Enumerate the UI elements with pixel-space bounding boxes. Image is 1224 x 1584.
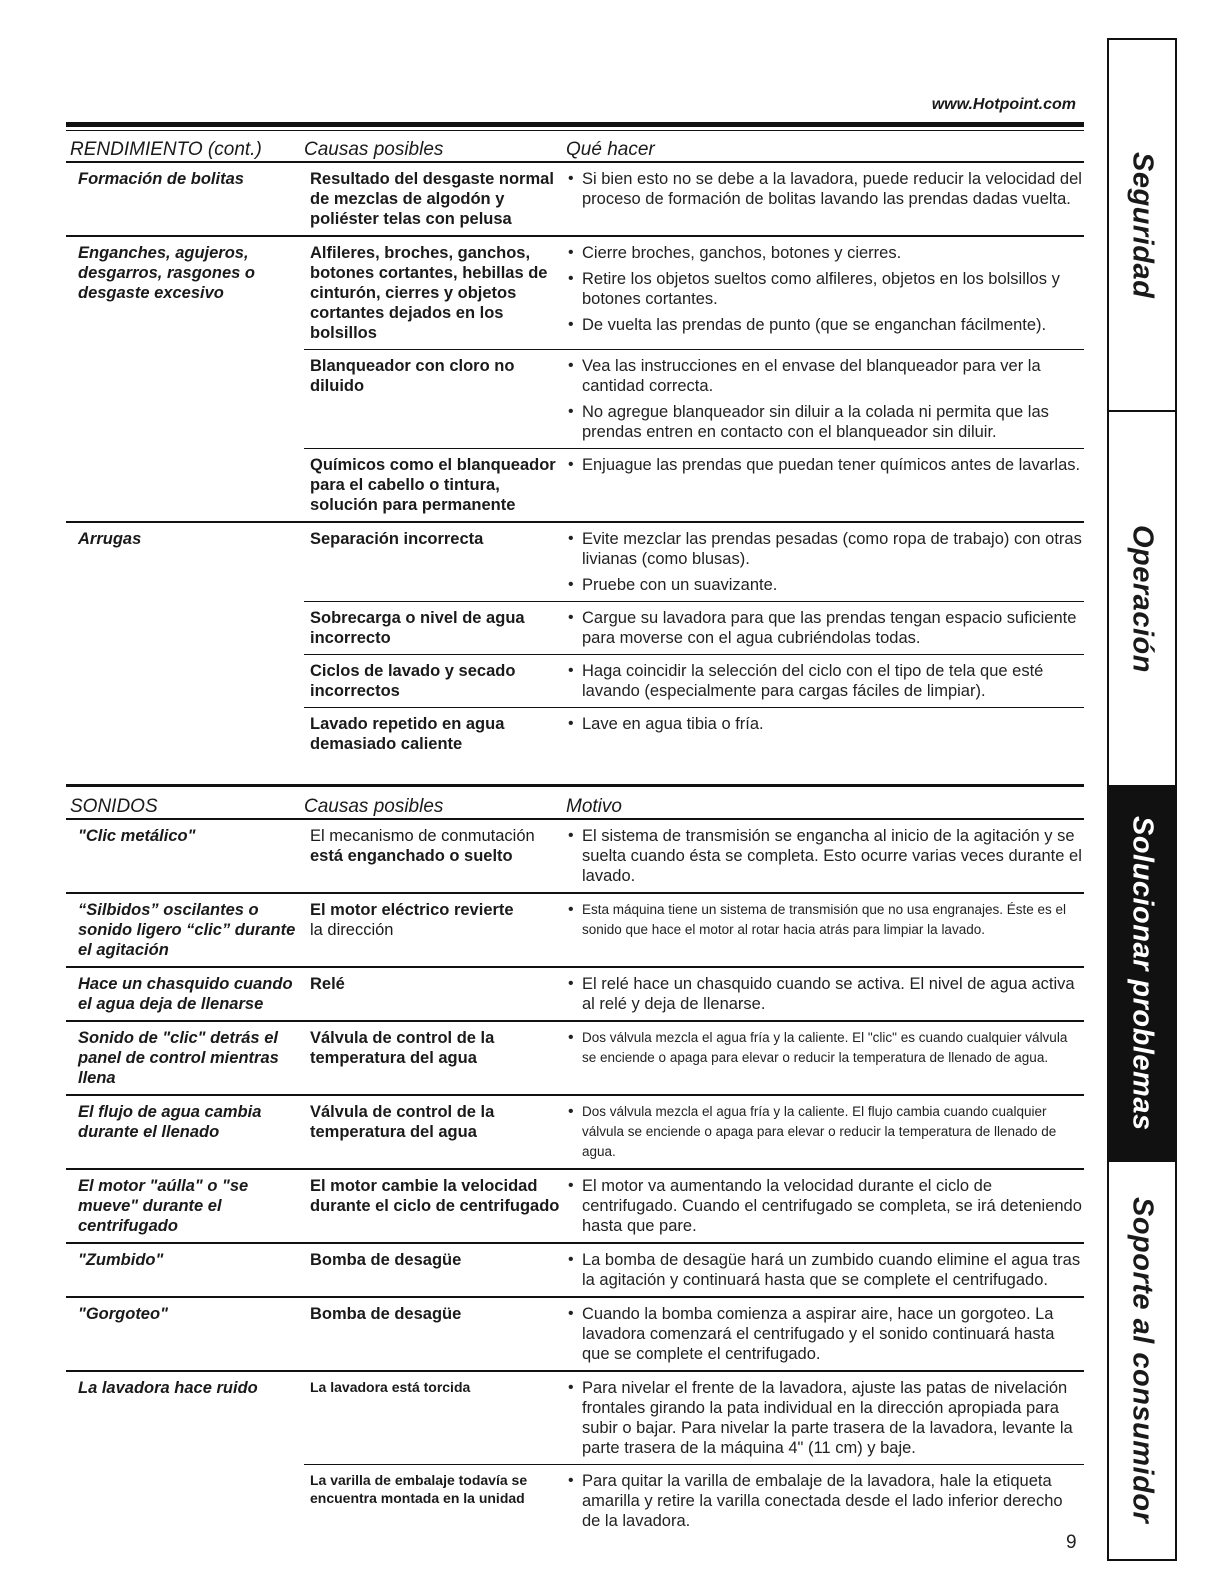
solution-bullet: • Cuando la bomba comienza a aspirar aire, hace un gorgoteo. La lavadora comenzará el centrifugado y el sonido continuará hasta que se complete el centrifugado. (566, 1304, 1084, 1364)
solution-bullet: • Evite mezclar las prendas pesadas (como ropa de trabajo) con otras livianas (como blusas). (566, 529, 1084, 569)
solution-bullet: • Pruebe con un suavizante. (566, 575, 1084, 595)
tab-solucionar-problemas[interactable] (1109, 787, 1175, 1162)
cause-text (304, 820, 566, 892)
cause-text: Válvula de control de la temperatura del agua (310, 1103, 495, 1141)
problem-group (66, 1096, 1084, 1170)
cause-row (304, 968, 1084, 1020)
cause-row (304, 894, 1084, 946)
solution-bullet: • Retire los objetos sueltos como alfileres, objetos en los bolsillos y botones cortantes. (566, 269, 1084, 309)
cause-row (304, 1372, 1084, 1464)
cause-row (304, 1298, 1084, 1370)
solution-bullet: • No agregue blanqueador sin diluir a la colada ni permita que las prendas entren en contacto con el blanqueador sin diluir. (566, 402, 1084, 442)
problem-group (66, 523, 1084, 760)
solution-bullet: • Si bien esto no se debe a la lavadora, puede reducir la velocidad del proceso de formación de bolitas lavando las prendas dadas vuelta. (566, 169, 1084, 209)
solution-bullet: • Para nivelar el frente de la lavadora, ajuste las patas de nivelación frontales girando la pata individual en la dirección apropiada para subir o bajar. Para nivelar la parte trasera de la lavadora, levante la parte trasera de la máquina 4" (11 cm) y baje. (566, 1378, 1084, 1458)
problem-label: Hace un chasquido cuando el agua deja de llenarse (78, 975, 293, 1013)
solution-list (566, 655, 1084, 707)
cause-text-bold: El motor eléctrico revierte (310, 901, 514, 919)
solution-list (566, 237, 1084, 349)
cause-text: Relé (310, 975, 345, 993)
cause-text: Resultado del desgaste normal de mezclas de algodón y poliéster telas con pelusa (310, 170, 554, 228)
solution-bullet: • Enjuague las prendas que puedan tener químicos antes de lavarlas. (566, 455, 1084, 475)
tab-label: Solucionar problemas (1126, 816, 1159, 1131)
solution-bullet: • El sistema de transmisión se engancha al inicio de la agitación y se suelta cuando ésta se completa. Esto ocurre varias veces durante el lavado. (566, 826, 1084, 886)
solution-list (566, 1372, 1084, 1464)
problem-label: "Gorgoteo" (78, 1305, 168, 1323)
cause-row (304, 707, 1084, 760)
cause-row (304, 654, 1084, 707)
solution-list (566, 1096, 1084, 1168)
cause-text: El motor cambie la velocidad durante el ciclo de centrifugado (310, 1177, 560, 1215)
solution-bullet: • Dos válvula mezcla el agua fría y la caliente. El flujo cambia cuando cualquier válvula se enciende o apaga para elevar o reducir la temperatura de llenado de agua. (566, 1102, 1084, 1162)
cause-text: Sobrecarga o nivel de agua incorrecto (310, 609, 525, 647)
cause-row (304, 1464, 1084, 1537)
cause-row (304, 237, 1084, 349)
troubleshooting-page (66, 92, 1084, 1537)
solution-list (566, 708, 1084, 760)
problem-label: "Clic metálico" (78, 827, 196, 845)
solution-list (566, 1170, 1084, 1242)
solution-list (566, 1244, 1084, 1296)
problem-label: Formación de bolitas (78, 170, 244, 188)
tab-label: Operación (1126, 524, 1159, 673)
performance-cause-header: Causas posibles (304, 139, 444, 160)
cause-text: Blanqueador con cloro no diluido (310, 357, 515, 395)
sounds-cause-header: Causas posibles (304, 796, 444, 817)
cause-row (304, 163, 1084, 235)
problem-group (66, 1372, 1084, 1537)
tab-operacion[interactable] (1109, 412, 1175, 787)
solution-bullet: • Cargue su lavadora para que las prendas tengan espacio suficiente para moverse con el agua cubriéndolas todas. (566, 608, 1084, 648)
cause-text: Válvula de control de la temperatura del agua (310, 1029, 495, 1067)
solution-list (566, 449, 1084, 521)
solution-list (566, 1465, 1084, 1537)
cause-text: La varilla de embalaje todavía se encuentra montada en la unidad (310, 1472, 528, 1506)
tab-soporte-al-consumidor[interactable] (1109, 1162, 1175, 1559)
tab-label: Soporte al consumidor (1126, 1197, 1159, 1524)
cause-text: Bomba de desagüe (310, 1251, 462, 1269)
performance-action-header: Qué hacer (566, 139, 655, 160)
solution-list (566, 602, 1084, 654)
solution-list (566, 523, 1084, 601)
solution-list (566, 163, 1084, 235)
solution-list (566, 1022, 1084, 1074)
cause-row (304, 349, 1084, 448)
cause-text: Lavado repetido en agua demasiado caliente (310, 715, 505, 753)
solution-bullet: • El motor va aumentando la velocidad durante el ciclo de centrifugado. Cuando el centrifugado se completa, se irá deteniendo hasta que pare. (566, 1176, 1084, 1236)
cause-row (304, 1096, 1084, 1168)
problem-group (66, 1170, 1084, 1244)
cause-row (304, 448, 1084, 521)
cause-text: Alfileres, broches, ganchos, botones cortantes, hebillas de cinturón, cierres y objetos cortantes dejados en los bolsillos (310, 244, 548, 342)
cause-text: Químicos como el blanqueador para el cabello o tintura, solución para permanente (310, 456, 556, 514)
problem-group (66, 1298, 1084, 1372)
solution-bullet: • Cierre broches, ganchos, botones y cierres. (566, 243, 1084, 263)
problem-label: Arrugas (78, 530, 142, 548)
solution-list (566, 350, 1084, 448)
cause-text: La lavadora está torcida (310, 1379, 471, 1395)
tab-seguridad[interactable] (1109, 40, 1175, 412)
solution-list (566, 968, 1084, 1020)
cause-text (304, 894, 566, 946)
cause-text-plain: El mecanismo de conmutación (310, 827, 535, 845)
performance-problem-header: RENDIMIENTO (cont.) (70, 139, 262, 160)
cause-row (304, 601, 1084, 654)
problem-group (66, 237, 1084, 523)
solution-bullet: • Dos válvula mezcla el agua fría y la caliente. El "clic" es cuando cualquier válvula se enciende o apaga para elevar o reducir la temperatura de llenado de agua. (566, 1028, 1084, 1068)
sounds-reason-header: Motivo (566, 796, 622, 817)
problem-label: El flujo de agua cambia durante el llenado (78, 1103, 262, 1141)
problem-group (66, 163, 1084, 237)
solution-list (566, 820, 1084, 892)
cause-text: Ciclos de lavado y secado incorrectos (310, 662, 516, 700)
tab-label: Seguridad (1126, 151, 1159, 299)
solution-bullet: • De vuelta las prendas de punto (que se enganchan fácilmente). (566, 315, 1084, 335)
solution-bullet: • La bomba de desagüe hará un zumbido cuando elimine el agua tras la agitación y continuará hasta que se complete el centrifugado. (566, 1250, 1084, 1290)
section-tabs (1107, 38, 1177, 1561)
cause-text-bold: está enganchado o suelto (310, 847, 513, 865)
problem-label: Enganches, agujeros, desgarros, rasgones o desgaste excesivo (78, 244, 255, 302)
solution-bullet: • Lave en agua tibia o fría. (566, 714, 1084, 734)
problem-group (66, 894, 1084, 968)
problem-group (66, 1022, 1084, 1096)
cause-row (304, 1022, 1084, 1074)
problem-label: Sonido de "clic" detrás el panel de control mientras llena (78, 1029, 279, 1087)
page-number: 9 (1066, 1532, 1077, 1553)
problem-label: La lavadora hace ruido (78, 1379, 258, 1397)
problem-group (66, 968, 1084, 1022)
solution-list (566, 1298, 1084, 1370)
top-rule-thick (66, 122, 1084, 127)
solution-bullet: • Para quitar la varilla de embalaje de la lavadora, hale la etiqueta amarilla y retire la varilla conectada desde el lado inferior derecho de la lavadora. (566, 1471, 1084, 1531)
sounds-problem-header: SONIDOS (70, 796, 158, 817)
performance-header-row (66, 131, 1084, 163)
cause-text: Bomba de desagüe (310, 1305, 462, 1323)
cause-row (304, 820, 1084, 892)
cause-text-plain: la dirección (310, 921, 394, 939)
cause-row (304, 523, 1084, 601)
solution-list (566, 894, 1084, 946)
solution-bullet: • Vea las instrucciones en el envase del blanqueador para ver la cantidad correcta. (566, 356, 1084, 396)
cause-row (304, 1244, 1084, 1296)
problem-label: "Zumbido" (78, 1251, 164, 1269)
solution-bullet: • El relé hace un chasquido cuando se activa. El nivel de agua activa al relé y deja de llenarse. (566, 974, 1084, 1014)
problem-label: El motor "aúlla" o "se mueve" durante el centrifugado (78, 1177, 249, 1235)
solution-bullet: • Esta máquina tiene un sistema de transmisión que no usa engranajes. Éste es el sonido que hace el motor al rotar hacia atrás para limpiar la lavado. (566, 900, 1084, 940)
problem-label: “Silbidos” oscilantes o sonido ligero “clic” durante el agitación (78, 901, 296, 959)
problem-group (66, 1244, 1084, 1298)
problem-group (66, 820, 1084, 894)
website-url[interactable]: www.Hotpoint.com (931, 96, 1076, 113)
solution-bullet: • Haga coincidir la selección del ciclo con el tipo de tela que esté lavando (especialmente para cargas fáciles de limpiar). (566, 661, 1084, 701)
sounds-header-row (66, 784, 1084, 820)
cause-row (304, 1170, 1084, 1242)
cause-text: Separación incorrecta (310, 530, 484, 548)
